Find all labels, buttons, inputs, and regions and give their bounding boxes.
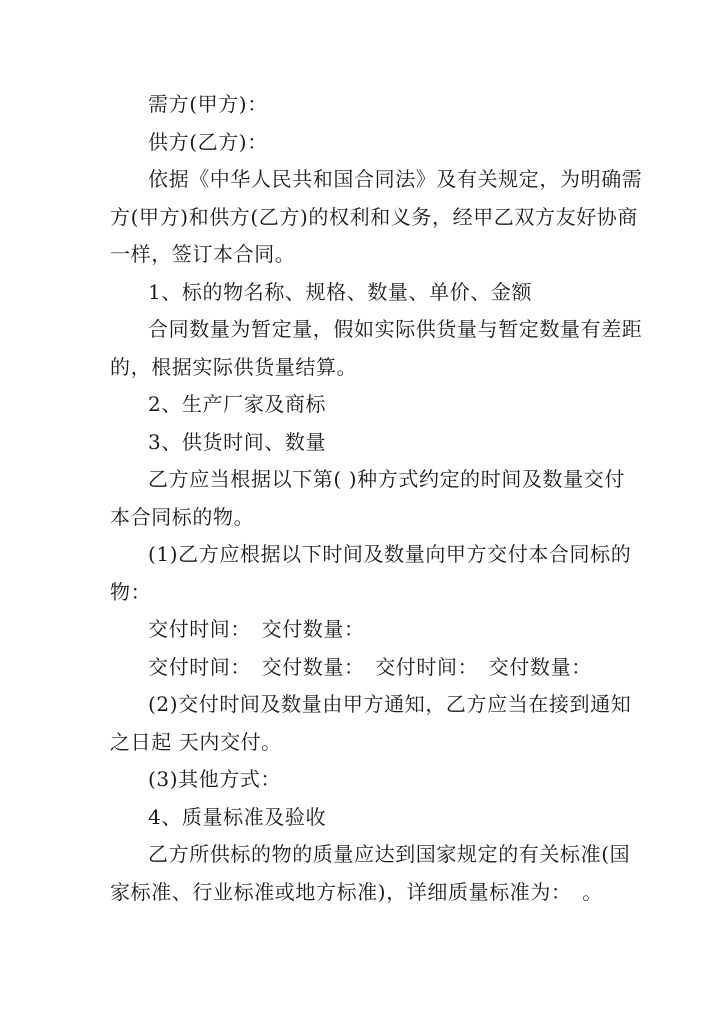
paragraph-basis-line-1: 依据《中华人民共和国合同法》及有关规定，为明确需 bbox=[148, 167, 643, 191]
option-1-line-2: 物： bbox=[110, 579, 152, 604]
document-body bbox=[110, 86, 643, 911]
paragraph-delivery-line-2: 本合同标的物。 bbox=[110, 504, 255, 529]
option-2-line-2: 之日起 天内交付。 bbox=[110, 729, 282, 754]
option-1-line-1: (1)乙方应根据以下时间及数量向甲方交付本合同标的 bbox=[148, 542, 632, 566]
paragraph-quantity-line-1: 合同数量为暂定量，假如实际供货量与暂定数量有差距 bbox=[148, 317, 643, 341]
option-2-line-1: (2)交付时间及数量由甲方通知，乙方应当在接到通知 bbox=[148, 692, 632, 716]
paragraph-quality-line-2: 家标准、行业标准或地方标准)，详细质量标准为： 。 bbox=[110, 879, 603, 904]
delivery-schedule-line-2: 交付时间： 交付数量： 交付时间： 交付数量： bbox=[148, 654, 592, 679]
section-2-heading: 2、生产厂家及商标 bbox=[148, 392, 327, 416]
section-3-heading: 3、供货时间、数量 bbox=[148, 429, 327, 454]
option-3-line: (3)其他方式： bbox=[148, 767, 282, 791]
supplier-line: 供方(乙方)： bbox=[148, 129, 268, 154]
section-4-heading: 4、质量标准及验收 bbox=[148, 804, 327, 829]
paragraph-delivery-line-1: 乙方应当根据以下第( )种方式约定的时间及数量交付 bbox=[148, 467, 625, 491]
paragraph-quantity-line-2: 的，根据实际供货量结算。 bbox=[110, 354, 358, 379]
paragraph-basis-line-2: 方(甲方)和供方(乙方)的权利和义务，经甲乙双方友好协商 bbox=[110, 204, 639, 229]
paragraph-basis-line-3: 一样，签订本合同。 bbox=[110, 242, 296, 266]
paragraph-quality-line-1: 乙方所供标的物的质量应达到国家规定的有关标准(国 bbox=[148, 842, 631, 866]
buyer-line: 需方(甲方)： bbox=[148, 92, 268, 116]
delivery-schedule-line-1: 交付时间： 交付数量： bbox=[148, 617, 365, 641]
section-1-heading: 1、标的物名称、规格、数量、单价、金额 bbox=[148, 279, 533, 304]
